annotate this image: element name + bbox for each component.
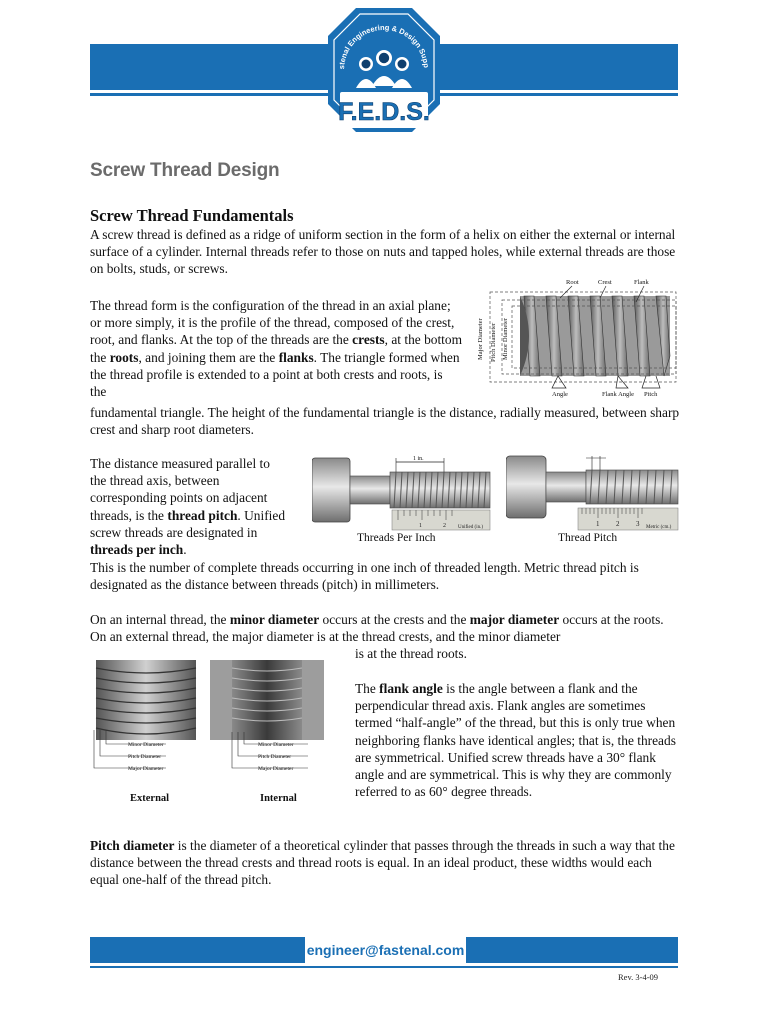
metric-tick-3: 3 bbox=[636, 520, 640, 528]
label-major-diameter: Major Diameter bbox=[477, 318, 484, 360]
label-flank-angle: Flank Angle bbox=[602, 391, 634, 398]
int-label-minor: Minor Diameter bbox=[258, 742, 294, 748]
external-thread-figure bbox=[90, 660, 202, 792]
ruler-tick-2: 2 bbox=[443, 523, 446, 529]
ext-label-major: Major Diameter bbox=[128, 766, 164, 772]
footer-email-link[interactable]: engineer@fastenal.com bbox=[306, 942, 465, 958]
page-title: Screw Thread Design bbox=[90, 160, 280, 181]
footer-stripe bbox=[90, 966, 678, 968]
label-flank: Flank bbox=[634, 279, 649, 286]
paragraph-pitch-diameter: Pitch diameter is the diameter of a theoretical cylinder that passes through the threads in such a way that the distance between the thread crests and thread roots is equal. In an ideal product, these widths would each equal one-half of the thread pitch. bbox=[90, 838, 675, 888]
thread-profile-figure bbox=[468, 276, 678, 402]
paragraph-diameters-end: is at the thread roots. bbox=[355, 646, 467, 661]
ruler-label-metric: Metric (cm.) bbox=[646, 525, 672, 530]
logo-arc-text: stenal Engineering & Design Supp bbox=[336, 22, 431, 70]
caption-threads-per-inch: Threads Per Inch bbox=[357, 532, 436, 544]
logo-acronym: F.E.D.S. bbox=[338, 98, 430, 126]
paragraph-flank-angle: The flank angle is the angle between a flank and the perpendicular thread axis. Flank angles are sometimes termed “half-angle” of the thread, but this is only true when neighboring flanks have identical angles; that is, the threads are symmetrical. Unified screw threads have a 30° flank angle and are symmetrical. This is why they are commonly referred to as 60° degree threads. bbox=[355, 681, 676, 800]
metric-tick-1: 1 bbox=[596, 520, 600, 528]
ext-label-pitch: Pitch Diameter bbox=[128, 754, 162, 760]
caption-external: External bbox=[130, 793, 170, 804]
label-angle: Angle bbox=[552, 391, 568, 398]
ruler-label-unified: Unified (in.) bbox=[458, 525, 483, 530]
paragraph-thread-pitch: The distance measured parallel to the thread axis, between corresponding points on adjacent threads, is the thread pitch. Unified screw threads are designated in threads per inch. bbox=[90, 456, 286, 558]
paragraph-thread-form-cont: fundamental triangle. The height of the fundamental triangle is the distance, radially measured, between sharp crest and sharp root diameters. bbox=[90, 405, 680, 438]
label-crest: Crest bbox=[598, 279, 612, 286]
section-heading: Screw Thread Fundamentals bbox=[90, 206, 294, 225]
internal-thread-figure bbox=[210, 660, 324, 792]
caption-internal: Internal bbox=[260, 793, 297, 804]
label-pitch-diameter: Pitch Diameter bbox=[490, 322, 497, 362]
footer-band-right bbox=[466, 937, 678, 963]
feds-logo bbox=[326, 6, 442, 146]
dim-label-1in: 1 in. bbox=[413, 456, 424, 462]
metric-tick-2: 2 bbox=[616, 520, 620, 528]
bolt-metric-figure bbox=[506, 450, 680, 534]
label-root: Root bbox=[566, 279, 579, 286]
int-label-major: Major Diameter bbox=[258, 766, 294, 772]
paragraph-diameters: On an internal thread, the minor diameter occurs at the crests and the major diameter occurs at the roots. On an external thread, the major diameter is at the thread crests, and the minor diameter bbox=[90, 612, 664, 645]
revision-label: Rev. 3-4-09 bbox=[618, 972, 659, 982]
paragraph-definition: A screw thread is defined as a ridge of uniform section in the form of a helix on either the external or internal surface of a cylinder. Internal threads refer to those on nuts and tapped holes, while external threads are those on bolts, studs, or screws. bbox=[90, 227, 676, 277]
label-minor-diameter: Minor Diameter bbox=[502, 317, 509, 360]
paragraph-thread-form: The thread form is the configuration of the thread in an axial plane; or more simply, it is the profile of the thread, composed of the crest, root, and flanks. At the top of the threads are the crests, at the bottom the roots, and joining them are the flanks. The triangle formed when the thread profile is extended to a point at both crests and roots, is the bbox=[90, 298, 463, 400]
caption-thread-pitch: Thread Pitch bbox=[558, 532, 618, 544]
footer-band-left bbox=[90, 937, 305, 963]
paragraph-tpi-cont: This is the number of complete threads occurring in one inch of threaded length. Metric thread pitch is designated as the distance between threads (pitch) in millimeters. bbox=[90, 560, 639, 593]
int-label-pitch: Pitch Diameter bbox=[258, 754, 292, 760]
label-pitch: Pitch bbox=[644, 391, 658, 398]
bolt-inch-figure bbox=[312, 450, 492, 534]
ruler-tick-1: 1 bbox=[419, 523, 422, 529]
ext-label-minor: Minor Diameter bbox=[128, 742, 164, 748]
